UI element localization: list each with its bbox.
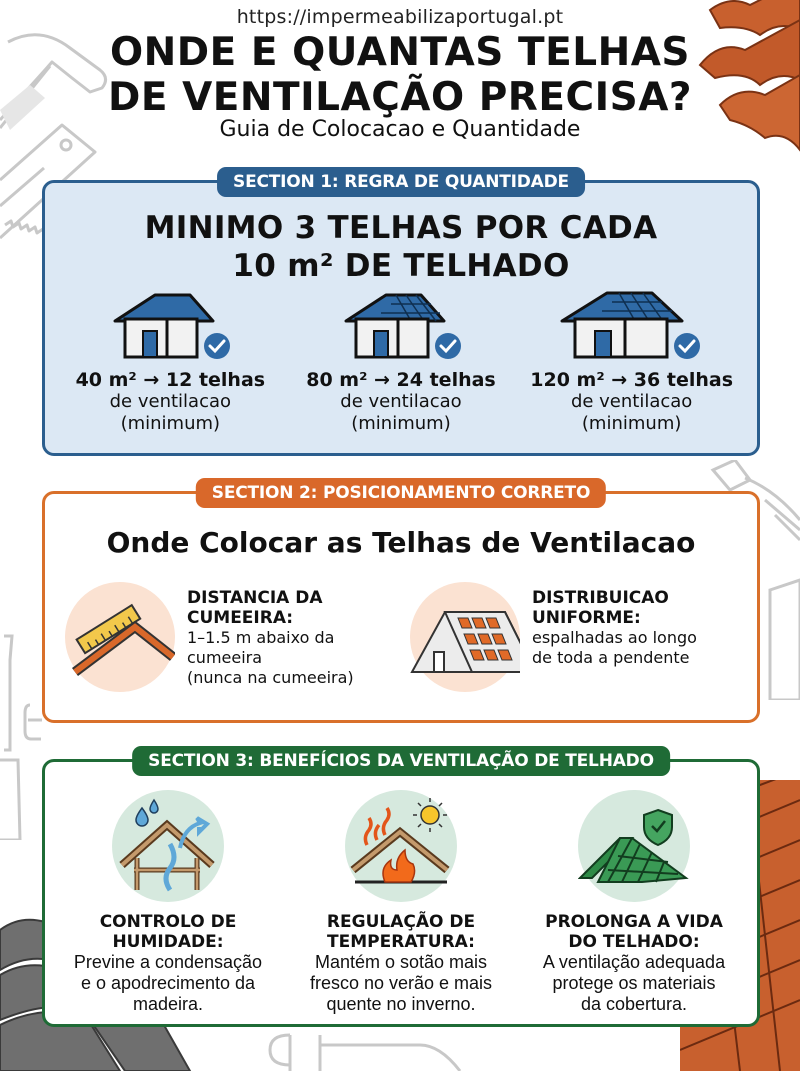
positioning-body: espalhadas ao longo [532,628,697,647]
house-check-icon [557,291,707,361]
benefit-body: A ventilação adequada [542,952,726,972]
house-example-note: (minimum) [351,413,451,434]
rule-line-2: 10 m² DE TELHADO [232,248,570,284]
benefit-humidity [53,790,283,1015]
page-subtitle: Guia de Colocacao e Quantidade [219,117,581,142]
section-positioning [42,483,760,723]
humidity-roof-icon [112,790,224,902]
house-example-main: 40 m² → 12 telhas [75,369,266,391]
benefit-body: Previne a condensação [73,952,263,972]
house-example-main: 120 m² → 36 telhas [530,369,734,391]
quantity-rule-title [45,209,757,285]
section-2-badge: SECTION 2: POSICIONAMENTO CORRETO [196,478,606,508]
positioning-text [187,588,354,688]
benefit-heading: TEMPERATURA: [327,932,475,952]
shield-roof-icon [578,790,690,902]
benefit-body: e o apodrecimento da [80,973,256,993]
benefit-heading: HUMIDADE: [112,932,224,952]
positioning-heading: UNIFORME: [532,608,641,628]
roof-tiles-grid-icon [410,582,520,692]
benefit-body: da cobertura. [580,994,688,1014]
section-1-badge: SECTION 1: REGRA DE QUANTIDADE [217,167,585,197]
positioning-body: (nunca na cumeeira) [187,668,354,687]
house-example-sub: de ventilacao [570,391,693,412]
benefit-roof-life [519,790,749,1015]
title-line-1: ONDE E QUANTAS TELHAS [110,30,690,75]
benefit-heading: PROLONGA A VIDA [545,912,723,932]
positioning-heading: CUMEEIRA: [187,608,294,628]
title-line-2: DE VENTILAÇÃO PRECISA? [107,75,693,120]
section-3-badge: SECTION 3: BENEFÍCIOS DA VENTILAÇÃO DE TELHADO [132,746,670,776]
positioning-heading: DISTRIBUICAO [532,588,669,608]
benefit-body: fresco no verão e mais [309,973,493,993]
ruler-ridge-icon [65,582,175,692]
house-check-icon [336,291,466,361]
temperature-roof-icon [345,790,457,902]
section-quantity-rule [42,172,760,456]
section-benefits [42,751,760,1027]
house-examples [45,291,757,435]
positioning-items [65,582,737,692]
positioning-body: 1–1.5 m abaixo da [187,628,335,647]
benefit-items [53,790,749,1015]
house-check-icon [105,291,235,361]
benefit-body: protege os materiais [552,973,716,993]
house-example-note: (minimum) [581,413,682,434]
positioning-body: de toda a pendente [532,648,690,667]
benefit-heading: REGULAÇÃO DE [326,912,476,932]
house-example-80 [291,291,511,435]
positioning-text [532,588,697,668]
positioning-item-uniform [392,582,737,692]
house-example-sub: de ventilacao [340,391,462,412]
house-example-40 [60,291,280,435]
positioning-item-distance [65,582,392,692]
house-example-main: 80 m² → 24 telhas [306,369,496,391]
rule-line-1: MINIMO 3 TELHAS POR CADA [144,210,658,246]
page-title [0,30,800,120]
benefit-heading: DO TELHADO: [568,932,700,952]
benefit-temperature [286,790,516,1015]
house-example-120 [522,291,742,435]
house-example-sub: de ventilacao [109,391,232,412]
positioning-heading: DISTANCIA DA [187,588,323,608]
benefit-body: quente no inverno. [326,994,476,1014]
benefit-body: Mantém o sotão mais [314,952,488,972]
positioning-title: Onde Colocar as Telhas de Ventilacao [106,526,696,559]
positioning-body: cumeeira [187,648,263,667]
house-example-note: (minimum) [120,413,221,434]
benefit-heading: CONTROLO DE [99,912,237,932]
site-url: https://impermeabilizaportugal.pt [236,6,564,28]
benefit-body: madeira. [132,994,204,1014]
bottom-tool-icon [260,1030,540,1071]
